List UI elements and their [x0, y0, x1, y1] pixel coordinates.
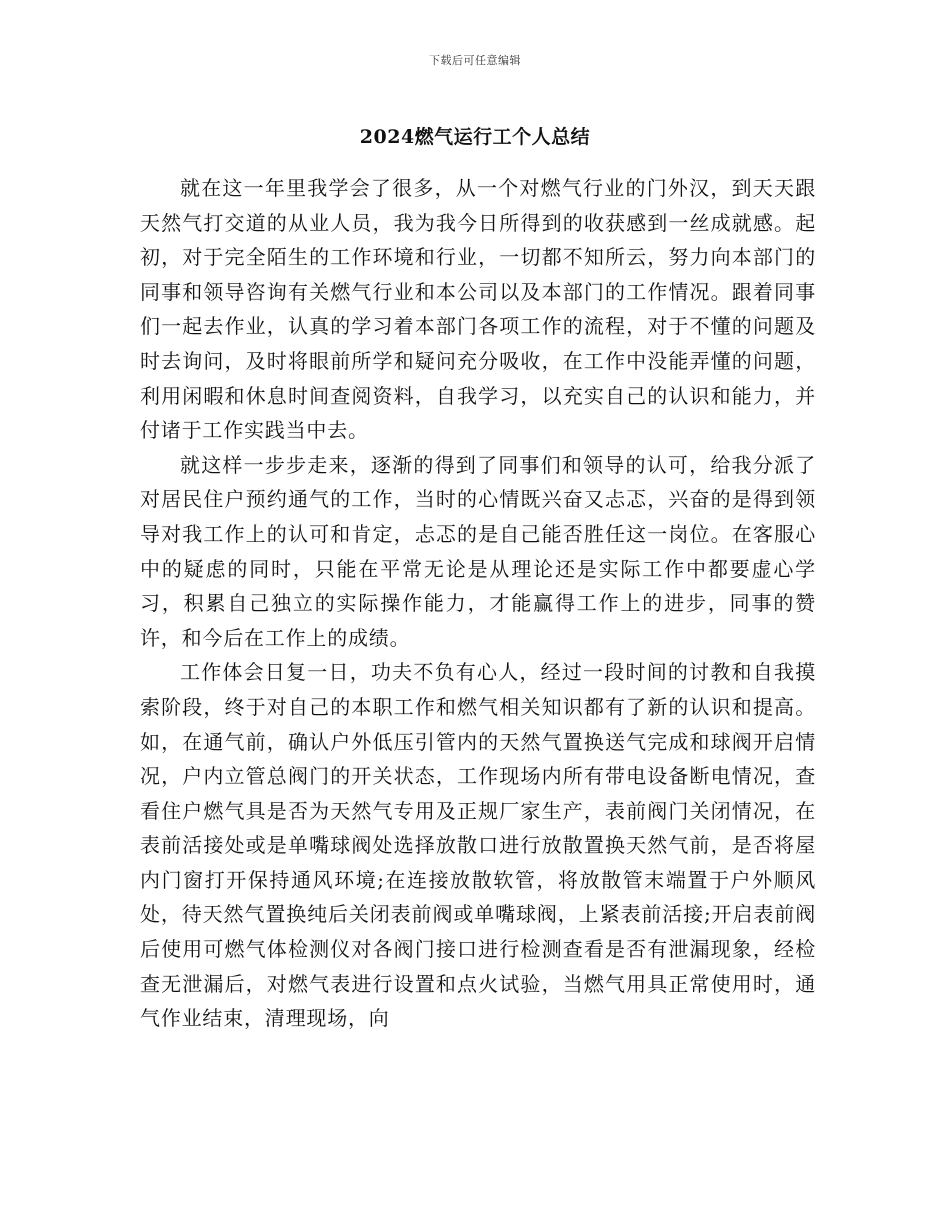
paragraph: 工作体会日复一日，功夫不负有心人，经过一段时间的讨教和自我摸索阶段，终于对自己的本职工作和燃气相关知识都有了新的认识和提高。如，在通气前，确认户外低压引管内的天然气置换送气完成和球阀开启情况，户内立管总阀门的开关状态，工作现场内所有带电设备断电情况，查看住户燃气具是否为天然气专用及正规厂家生产，表前阀门关闭情况，在表前活接处或是单嘴球阀处选择放散口进行放散置换天然气前，是否将屋内门窗打开保持通风环境;在连接放散软管，将放散管末端置于户外顺风处，待天然气置换纯后关闭表前阀或单嘴球阀，上紧表前活接;开启表前阀后使用可燃气体检测仪对各阀门接口进行检测查看是否有泄漏现象，经检查无泄漏后，对燃气表进行设置和点火试验，当燃气用具正常使用时，通气作业结束，清理现场，向 [140, 660, 816, 1031]
paragraph: 就在这一年里我学会了很多，从一个对燃气行业的门外汉，到天天跟天然气打交道的从业人员，我为我今日所得到的收获感到一丝成就感。起初，对于完全陌生的工作环境和行业，一切都不知所云，努力向本部门的同事和领导咨询有关燃气行业和本公司以及本部门的工作情况。跟着同事们一起去作业，认真的学习着本部门各项工作的流程，对于不懂的问题及时去询问，及时将眼前所学和疑问充分吸收，在工作中没能弄懂的问题，利用闲暇和休息时间查阅资料，自我学习，以充实自己的认识和能力，并付诸于工作实践当中去。 [140, 176, 816, 443]
document-title: 2024燃气运行工个人总结 [359, 126, 591, 148]
document-body [140, 171, 816, 1036]
header-note: 下载后可任意编辑 [429, 54, 521, 67]
paragraph: 就这样一步步走来，逐渐的得到了同事们和领导的认可，给我分派了对居民住户预约通气的工作，当时的心情既兴奋又忐忑，兴奋的是得到领导对我工作上的认可和肯定，忐忑的是自己能否胜任这一岗位。在客服心中的疑虑的同时，只能在平常无论是从理论还是实际工作中都要虚心学习，积累自己独立的实际操作能力，才能赢得工作上的进步，同事的赞许，和今后在工作上的成绩。 [140, 452, 816, 650]
